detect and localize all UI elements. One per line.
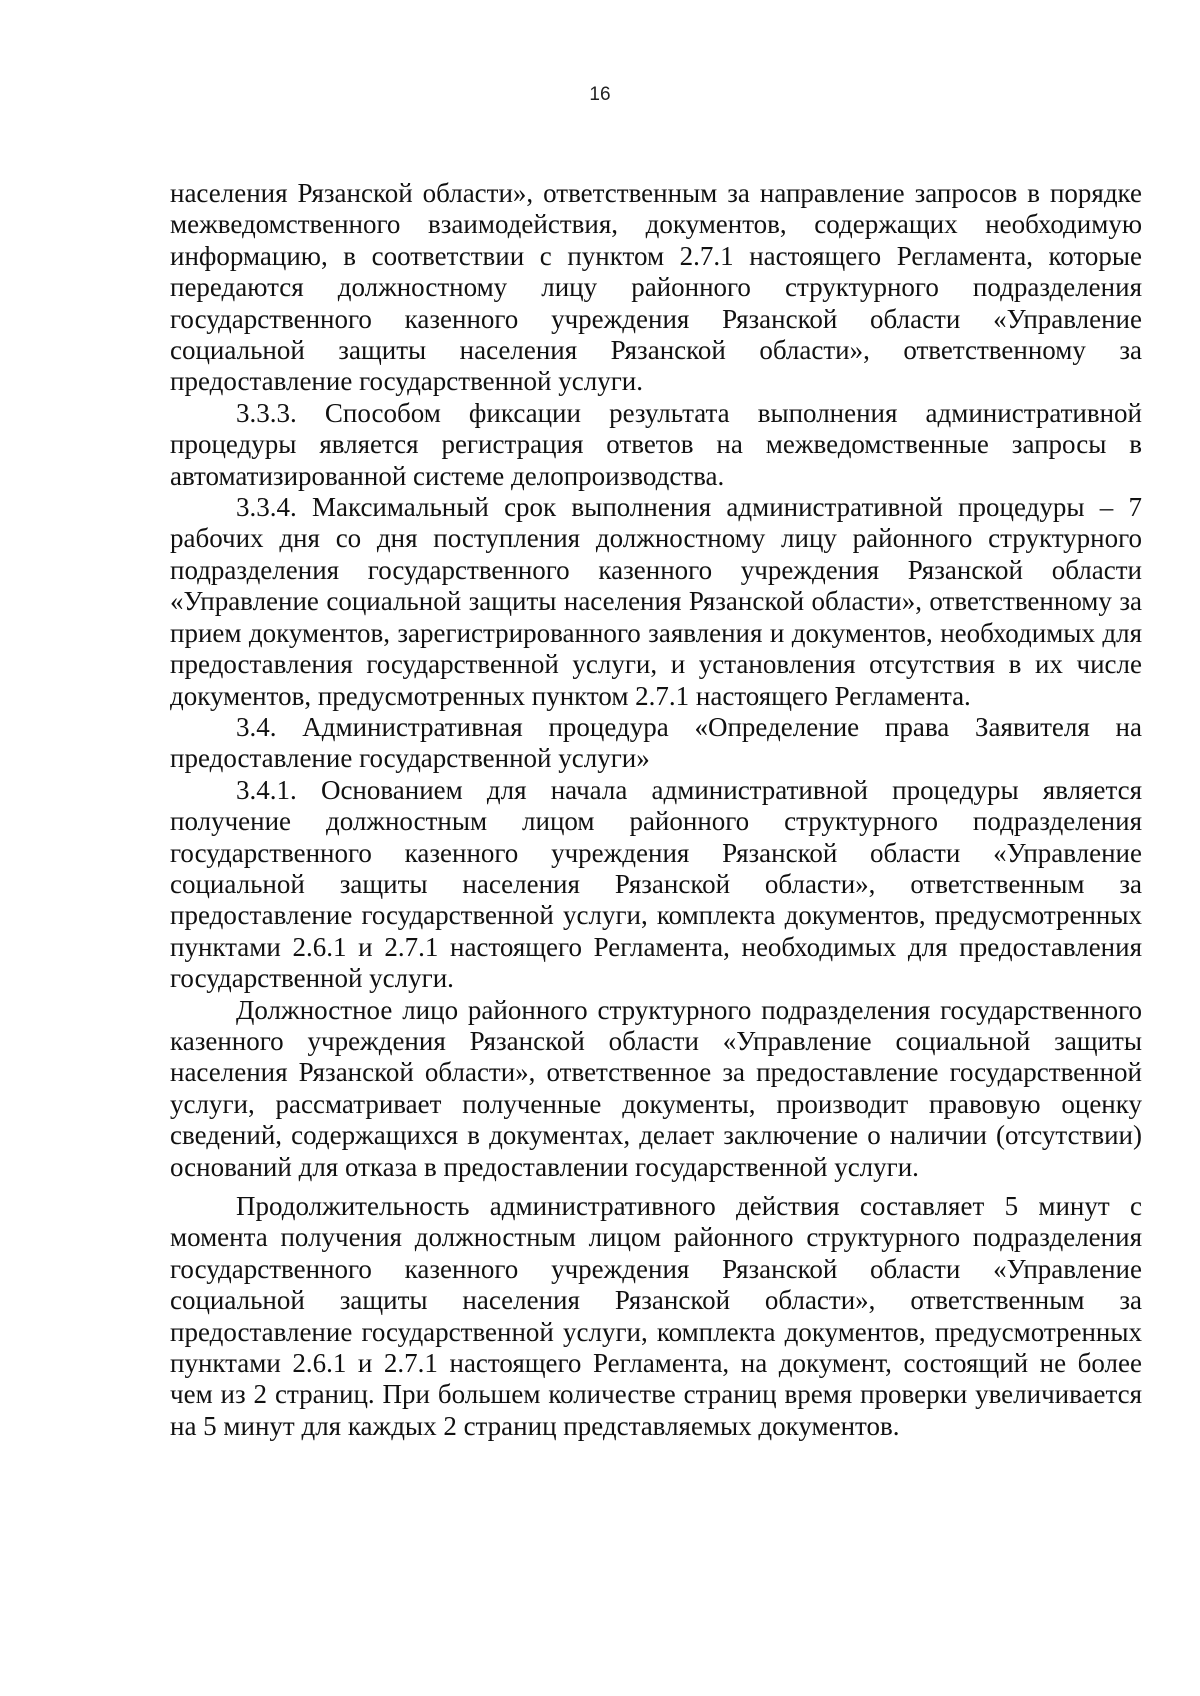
paragraph-official-review: Должностное лицо районного структурного подразделения государственного казенного учреждения Рязанской области «Управление социальной защиты населения Рязанской области», ответственное за предоставление государственной услуги, рассматривает полученные документы, производит правовую оценку сведений, содержащихся в документах, делает заключение о наличии (отсутствии) оснований для отказа в предоставлении государственной услуги. <box>170 994 1142 1182</box>
section-heading-3-4: 3.4. Административная процедура «Определение права Заявителя на предоставление государственной услуги» <box>170 711 1142 774</box>
paragraph-duration: Продолжительность административного действия составляет 5 минут с момента получения должностным лицом районного структурного подразделения государственного казенного учреждения Рязанской области «Управление социальной защиты населения Рязанской области», ответственным за предоставление государственной услуги, комплекта документов, предусмотренных пунктами 2.6.1 и 2.7.1 настоящего Регламента, на документ, состоящий не более чем из 2 страниц. При большем количестве страниц время проверки увеличивается на 5 минут для каждых 2 страниц представляемых документов. <box>170 1191 1142 1441</box>
page-number: 16 <box>589 84 611 105</box>
paragraph-continuation: населения Рязанской области», ответственным за направление запросов в порядке межведомственного взаимодействия, документов, содержащих необходимую информацию, в соответствии с пунктом 2.7.1 настоящего Регламента, которые передаются должностному лицу районного структурного подразделения государственного казенного учреждения Рязанской области «Управление социальной защиты населения Рязанской области», ответственному за предоставление государственной услуги. <box>170 178 1142 397</box>
paragraph-3-3-3: 3.3.3. Способом фиксации результата выполнения административной процедуры является регистрация ответов на межведомственные запросы в автоматизированной системе делопроизводства. <box>170 397 1142 491</box>
paragraph-3-3-4: 3.3.4. Максимальный срок выполнения административной процедуры – 7 рабочих дня со дня поступления должностному лицу районного структурного подразделения государственного казенного учреждения Рязанской области «Управление социальной защиты населения Рязанской области», ответственному за прием документов, зарегистрированного заявления и документов, необходимых для предоставления государственной услуги, и установления отсутствия в их числе документов, предусмотренных пунктом 2.7.1 настоящего Регламента. <box>170 492 1142 711</box>
paragraph-3-4-1: 3.4.1. Основанием для начала административной процедуры является получение должностным лицом районного структурного подразделения государственного казенного учреждения Рязанской области «Управление социальной защиты населения Рязанской области», ответственным за предоставление государственной услуги, комплекта документов, предусмотренных пунктами 2.6.1 и 2.7.1 настоящего Регламента, необходимых для предоставления государственной услуги. <box>170 774 1142 994</box>
document-body <box>170 178 1142 1442</box>
